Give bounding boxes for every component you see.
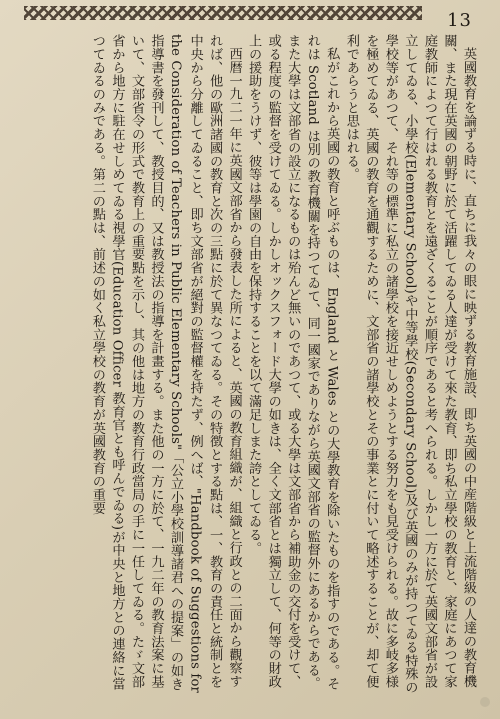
paragraph-3: 西暦一九二一年に英國文部省から發表した所によると、英國の教育組織が、組織と行政との二面から觀察すれば、他の歐洲諸國の教育と次の三點に於て異なつてゐる。その特徴とする點は、一、教育の責任と統制とを中央から分離してゐること、即ち文部省が絕對の監督權を持たず、例へば、"Handbook of Suggestions for the Consideration of Teachers in Public Elementary Schools"「公立小學校訓導諸君への提案」の如き指導書を發刊して、教授目的、又は教授法の指導を計畫する。また他の一方に於て、一九二年の教育法案に基いて、文部省令の形式で教育上の重要點を示し、其の他は地方の教育行政當局の手に一任してゐる。たゞ文部省から地方に駐在せしめてゐる視學官(Education Officer 教育官とも呼んでゐる)が中央と地方との連絡に當つてゐるのみである。第二の點は、前述の如く私立學校の教育が英國教育の重要 [89, 34, 242, 693]
paragraph-1: 英國教育を論ずる時に、直ちに我々の眼に映ずる教育施設、即ち英國の中産階級と上流階級の人達の教育機關、また現在英國の朝野に於て活躍してゐる人達が受けて來た教育、即ち私立學校の教育と、家庭にあつて家庭教師によつて行はれる教育とを遠ざくることが順序であると考へられる。しかし一方に於て英國文部省が設立してゐる、小學校(Elementary School)や中等學校(Secondary School)及び英國のみが持つてゐる特殊の學校等があつて、それ等の標準に私立の諸學校を接近せしめようとする努力をも見受けられる。故に多岐多様を極めてゐる、英國の教育を通觀するために、文部省の諸學校とその事業とに付いて略述することが、却て便利であらうと思はれる。 [343, 34, 476, 694]
paper-speck [480, 697, 490, 707]
main-text-block [22, 34, 478, 695]
paragraph-2: 私がこれから英國の教育と呼ぶものは、England と Wales との大學教育を除いたものを指すのである。それは Scotland は別の教育機關を持つてゐて、同一國家でありながら英國文部省の監督外にあるからである。また大學は文部省の設立になるものは殆んど無いのであつて、或る大學は文部省から補助金の交付を受けて、或る程度の監督を受けてゐる。しかしオックスフォード大學の如きは、全く文部省とは獨立して、何等の財政上の援助をうけず、彼等は學園の自由を保持することを以て滿足しまた誇としてゐる。 [246, 34, 340, 691]
decorative-header-border [24, 6, 422, 20]
page-number: 13 [447, 10, 472, 31]
